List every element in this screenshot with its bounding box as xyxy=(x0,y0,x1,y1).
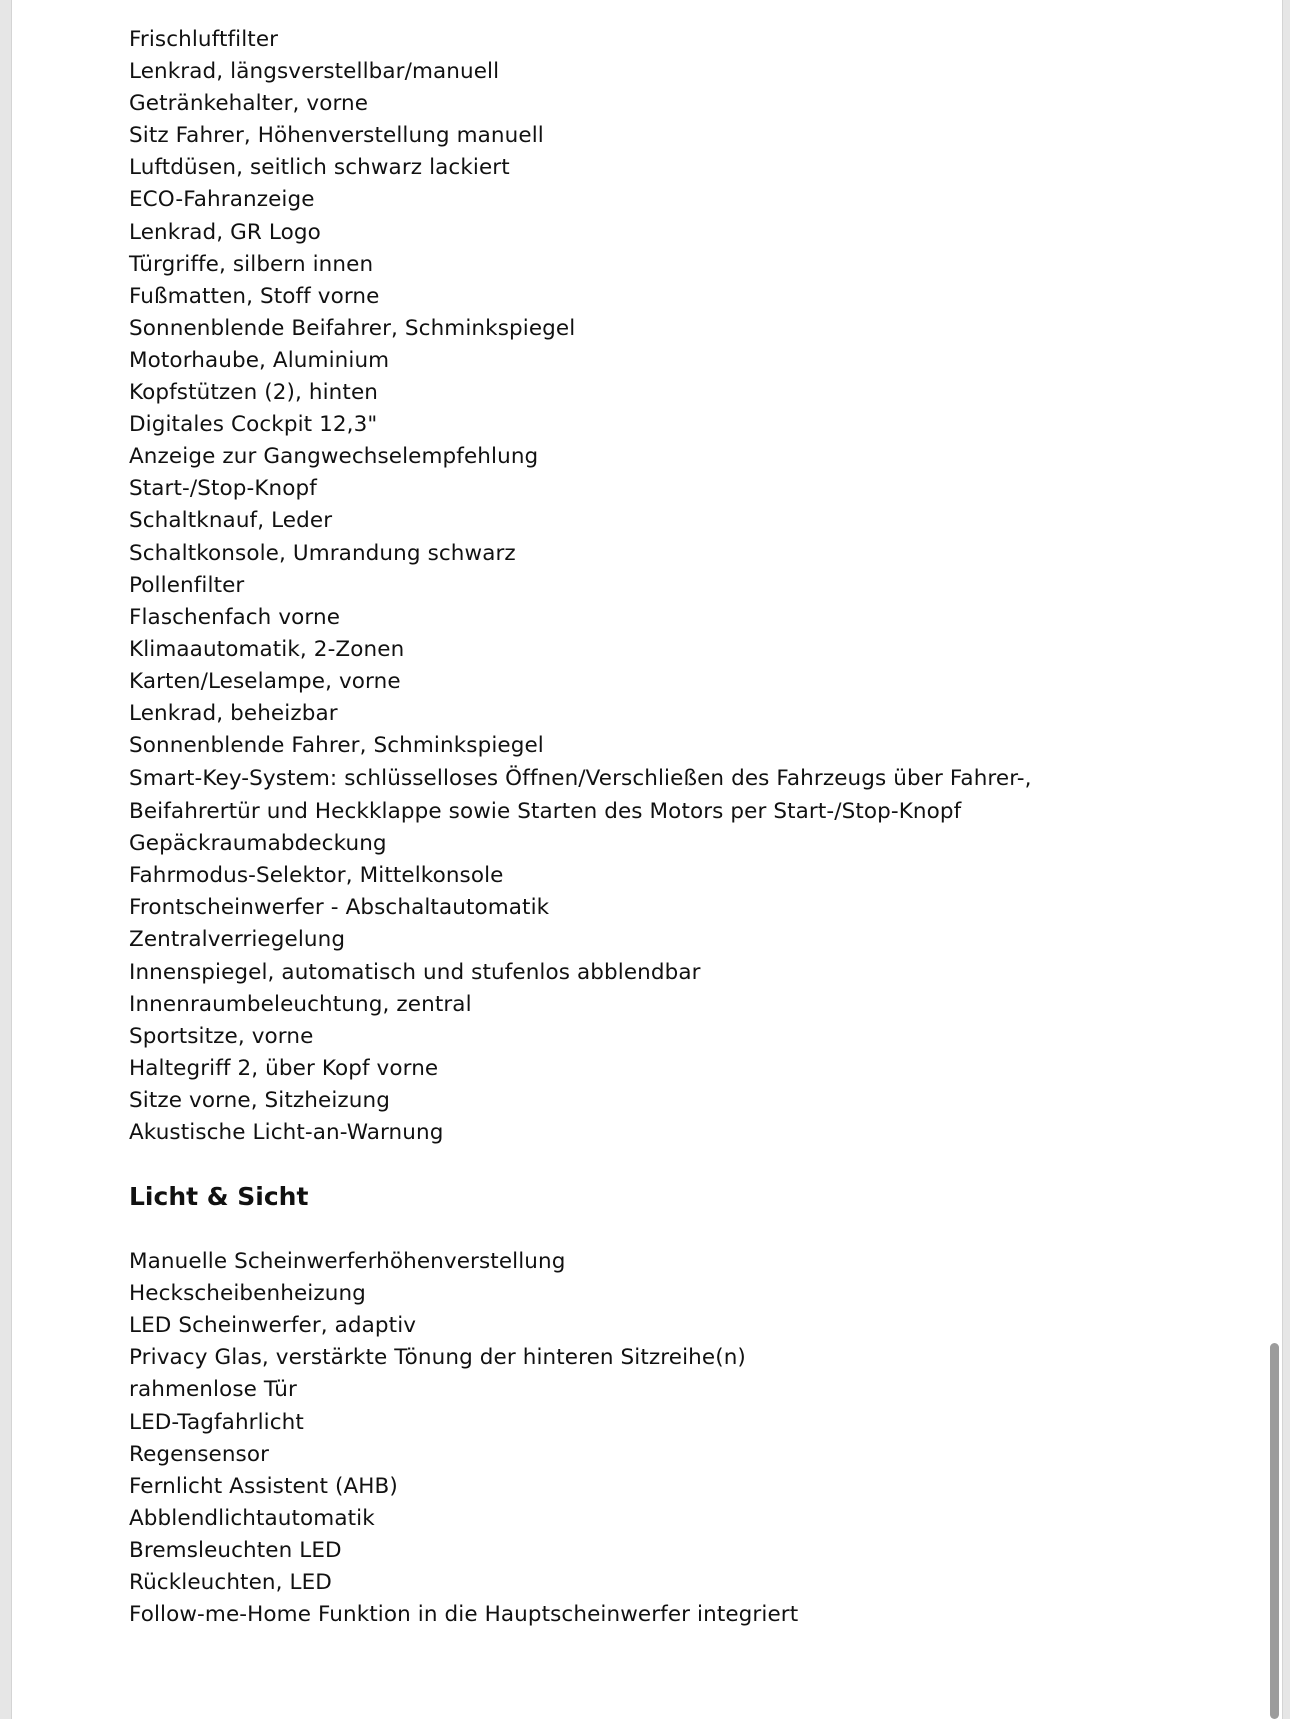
list-item: Pollenfilter xyxy=(129,572,245,598)
list-item: Sitz Fahrer, Höhenverstellung manuell xyxy=(129,123,544,149)
document-content xyxy=(129,24,1129,1631)
section-heading-licht-sicht: Licht & Sicht xyxy=(129,1182,309,1212)
document-page xyxy=(11,0,1283,1719)
list-item: Anzeige zur Gangwechselempfehlung xyxy=(129,444,539,470)
list-item: Schaltkonsole, Umrandung schwarz xyxy=(129,540,516,566)
list-item: Fahrmodus-Selektor, Mittelkonsole xyxy=(129,863,504,889)
list-item: Regensensor xyxy=(129,1441,270,1467)
list-item: Schaltknauf, Leder xyxy=(129,508,333,534)
list-item: Sitze vorne, Sitzheizung xyxy=(129,1087,391,1113)
list-item: rahmenlose Tür xyxy=(129,1377,297,1403)
list-item: LED Scheinwerfer, adaptiv xyxy=(129,1313,417,1339)
list-item: Lenkrad, längsverstellbar/manuell xyxy=(129,59,500,85)
list-item: Innenraumbeleuchtung, zentral xyxy=(129,991,472,1017)
list-item: Kopfstützen (2), hinten xyxy=(129,380,378,406)
list-item: Innenspiegel, automatisch und stufenlos abblendbar xyxy=(129,959,701,985)
list-item: Lenkrad, GR Logo xyxy=(129,219,321,245)
list-item: Frischluftfilter xyxy=(129,27,279,52)
list-item: Gepäckraumabdeckung xyxy=(129,831,387,857)
list-item: ECO-Fahranzeige xyxy=(129,187,315,213)
list-item: LED-Tagfahrlicht xyxy=(129,1409,304,1435)
list-item: Heckscheibenheizung xyxy=(129,1281,366,1307)
list-item: Flaschenfach vorne xyxy=(129,604,341,630)
list-item: Abblendlichtautomatik xyxy=(129,1505,375,1531)
list-item: Türgriffe, silbern innen xyxy=(129,251,374,277)
list-item: Digitales Cockpit 12,3" xyxy=(129,412,378,438)
list-item: Getränkehalter, vorne xyxy=(129,91,369,117)
list-item: Klimaautomatik, 2-Zonen xyxy=(129,636,405,662)
equipment-list-licht-sicht xyxy=(129,1246,1129,1631)
list-item: Privacy Glas, verstärkte Tönung der hinteren Sitzreihe(n) xyxy=(129,1345,746,1371)
list-item: Fußmatten, Stoff vorne xyxy=(129,283,380,309)
list-item: Akustische Licht-an-Warnung xyxy=(129,1120,444,1145)
list-item: Lenkrad, beheizbar xyxy=(129,700,338,726)
list-item: Frontscheinwerfer - Abschaltautomatik xyxy=(129,895,550,921)
list-item: Karten/Leselampe, vorne xyxy=(129,668,401,694)
list-item: Zentralverriegelung xyxy=(129,927,346,953)
list-item: Manuelle Scheinwerferhöhenverstellung xyxy=(129,1249,566,1275)
list-item: Fernlicht Assistent (AHB) xyxy=(129,1473,398,1499)
list-item: Luftdüsen, seitlich schwarz lackiert xyxy=(129,155,510,181)
list-item: Bremsleuchten LED xyxy=(129,1537,342,1563)
list-item: Sonnenblende Beifahrer, Schminkspiegel xyxy=(129,315,576,341)
list-item: Haltegriff 2, über Kopf vorne xyxy=(129,1055,439,1081)
list-item: Rückleuchten, LED xyxy=(129,1570,332,1596)
list-item: Start-/Stop-Knopf xyxy=(129,476,317,502)
equipment-list-interior xyxy=(129,24,1129,1149)
list-item: Motorhaube, Aluminium xyxy=(129,347,390,373)
vertical-scrollbar-thumb[interactable] xyxy=(1270,1343,1279,1719)
list-item: Follow-me-Home Funktion in die Hauptscheinwerfer integriert xyxy=(129,1602,799,1628)
list-item: Sportsitze, vorne xyxy=(129,1023,314,1049)
list-item: Smart-Key-System: schlüsselloses Öffnen/Verschließen des Fahrzeugs über Fahrer-, Beifahrertür und Heckklappe sowie Starten des Motors per Start-/Stop-Knopf xyxy=(129,766,1032,825)
list-item: Sonnenblende Fahrer, Schminkspiegel xyxy=(129,733,544,759)
